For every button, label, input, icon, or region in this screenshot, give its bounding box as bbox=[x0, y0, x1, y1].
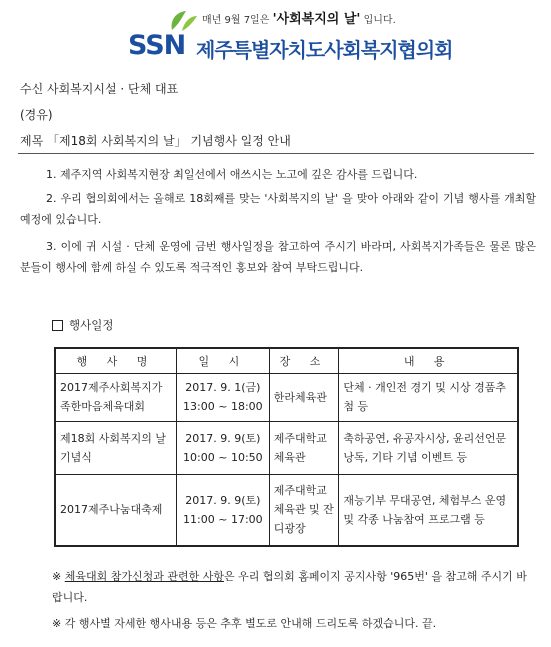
column-header: 행 사 명 bbox=[55, 348, 177, 373]
schedule-heading: 행사일정 bbox=[52, 317, 113, 333]
event-content: 재능기부 무대공연, 체험부스 운영 및 각종 나눔참여 프로그램 등 bbox=[339, 474, 518, 546]
ssn-logo-text: SSN bbox=[128, 30, 186, 61]
table-header-row bbox=[55, 348, 518, 373]
divider bbox=[18, 153, 534, 154]
event-name: 2017제주사회복지가족한마음체육대회 bbox=[55, 373, 177, 421]
event-venue: 제주대학교 체육관 bbox=[269, 421, 339, 474]
event-name: 제18회 사회복지의 날 기념식 bbox=[55, 421, 177, 474]
event-datetime: 2017. 9. 1(금) 13:00 ~ 18:00 bbox=[177, 373, 270, 421]
table-row bbox=[55, 373, 518, 421]
event-datetime: 2017. 9. 9(토) 10:00 ~ 10:50 bbox=[177, 421, 270, 474]
event-content: 축하공연, 유공자시상, 윤리선언문 낭독, 기타 기념 이벤트 등 bbox=[339, 421, 518, 474]
note-registration: ※ 체육대회 참가신청과 관련한 사항은 우리 협의회 홈페이지 공지사항 '965번' 을 참고해 주시기 바랍니다. bbox=[52, 570, 527, 604]
organization-name: 제주특별자치도사회복지협의회 bbox=[196, 38, 453, 62]
via-line: (경유) bbox=[20, 108, 53, 122]
event-datetime: 2017. 9. 9(토) 11:00 ~ 17:00 bbox=[177, 474, 270, 546]
note-details: ※ 각 행사별 자세한 행사내용 등은 추후 별도로 안내해 드리도록 하겠습니다. 끝. bbox=[52, 617, 437, 630]
schedule-table bbox=[54, 347, 519, 547]
table-row bbox=[55, 474, 518, 546]
event-venue: 제주대학교 체육관 및 잔디광장 bbox=[269, 474, 339, 546]
checkbox-square-icon bbox=[52, 320, 63, 331]
event-name: 2017제주나눔대축제 bbox=[55, 474, 177, 546]
subject-line: 제목 「제18회 사회복지의 날」 기념행사 일정 안내 bbox=[20, 134, 291, 148]
tagline: 매년 9월 7일은 '사회복지의 날' 입니다. bbox=[202, 12, 396, 27]
column-header: 내 용 bbox=[339, 348, 518, 373]
column-header: 일 시 bbox=[177, 348, 270, 373]
event-content: 단체 · 개인전 경기 및 시상 경품추첨 등 bbox=[339, 373, 518, 421]
event-venue: 한라체육관 bbox=[269, 373, 339, 421]
paragraph-3: 3. 이에 귀 시설 · 단체 운영에 금번 행사일정을 참고하여 주시기 바라며, 사회복지가족들은 물론 많은 분들이 행사에 함께 하실 수 있도록 적극적인 홍보와 참여 부탁드립니다. bbox=[20, 240, 536, 274]
table-row bbox=[55, 421, 518, 474]
registration-link-text: 체육대회 참가신청과 관련한 사항 bbox=[64, 570, 224, 583]
recipient-line: 수신 사회복지시설 · 단체 대표 bbox=[20, 82, 179, 96]
paragraph-2: 2. 우리 협의회에서는 올해로 18회째를 맞는 '사회복지의 날' 을 맞아 아래와 같이 기념 행사를 개최할 예정에 있습니다. bbox=[20, 192, 536, 226]
paragraph-1: 1. 제주지역 사회복지현장 최일선에서 애쓰시는 노고에 깊은 감사를 드립니다. bbox=[46, 168, 418, 181]
letterhead bbox=[0, 0, 551, 70]
column-header: 장 소 bbox=[269, 348, 339, 373]
